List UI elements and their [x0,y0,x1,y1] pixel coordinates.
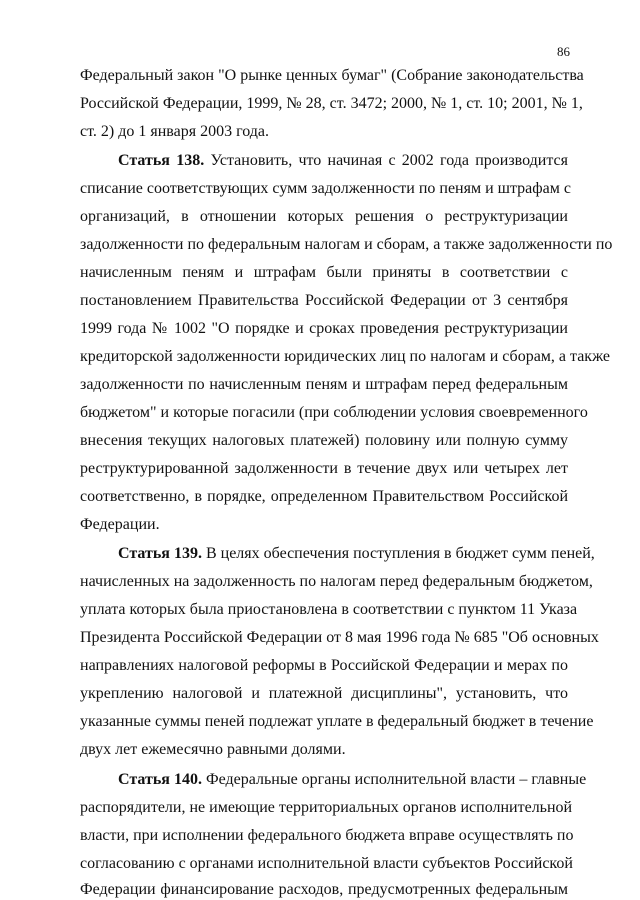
text-line: двух лет ежемесячно равными долями. [80,741,346,758]
text-line: задолженности по федеральным налогам и сборам, а также задолженности по [80,236,613,253]
text-line: задолженности по начисленным пеням и штрафам перед федеральным [80,376,568,393]
page-number: 86 [557,44,570,59]
text-line: Российской Федерации, 1999, № 28, ст. 3472; 2000, № 1, ст. 10; 2001, № 1, [80,95,583,112]
text-line: списание соответствующих сумм задолженности по пеням и штрафам с [80,180,571,197]
text-line: постановлением Правительства Российской Федерации от 3 сентября [80,292,568,309]
text-line: соответственно, в порядке, определенном Правительством Российской [80,488,568,505]
text-line: организаций, в отношении которых решения о реструктуризации [80,208,568,225]
text-line: внесения текущих налоговых платежей) половину или полную сумму [80,432,568,449]
text-line: реструктурированной задолженности в течение двух или четырех лет [80,460,568,477]
article-heading: Статья 139. [118,545,202,562]
article-first-line [118,770,587,790]
text-line: указанные суммы пеней подлежат уплате в федеральный бюджет в течение [80,713,594,730]
text-span: Федеральные органы исполнительной власти – главные [201,771,587,788]
text-line: начисленным пеням и штрафам были приняты в соответствии с [80,264,568,281]
article-first-line [118,151,568,171]
text-line: Федеральный закон "О рынке ценных бумаг" (Собрание законодательства [80,67,584,84]
text-line: бюджетом" и которые погасили (при соблюдении условия своевременного [80,404,588,421]
text-span: В целях обеспечения поступления в бюджет сумм пеней, [201,545,595,562]
text-line: уплата которых была приостановлена в соответствии с пунктом 11 Указа [80,601,578,618]
text-line: распорядители, не имеющие территориальных органов исполнительной [80,799,573,816]
article-heading: Статья 138. [118,152,205,169]
text-line: 1999 года № 1002 "О порядке и сроках проведения реструктуризации [80,320,568,337]
text-line: Президента Российской Федерации от 8 мая 1996 года № 685 "Об основных [80,629,599,646]
text-line: Федерации финансирование расходов, предусмотренных федеральным [80,881,568,898]
article-first-line [118,544,595,564]
text-line: согласованию с органами исполнительной власти субъектов Российской [80,855,573,872]
text-line: власти, при исполнении федерального бюджета вправе осуществлять по [80,827,574,844]
article-heading: Статья 140. [118,771,202,788]
text-line: направлениях налоговой реформы в Российской Федерации и мерах по [80,657,568,674]
text-line: Федерации. [80,516,160,533]
text-span: Установить, что начиная с 2002 года производится [204,152,569,169]
text-line: начисленных на задолженность по налогам перед федеральным бюджетом, [80,573,593,590]
text-line: ст. 2) до 1 января 2003 года. [80,123,270,140]
text-line: кредиторской задолженности юридических лиц по налогам и сборам, а также [80,348,611,365]
text-line: укреплению налоговой и платежной дисциплины", установить, что [80,685,568,702]
